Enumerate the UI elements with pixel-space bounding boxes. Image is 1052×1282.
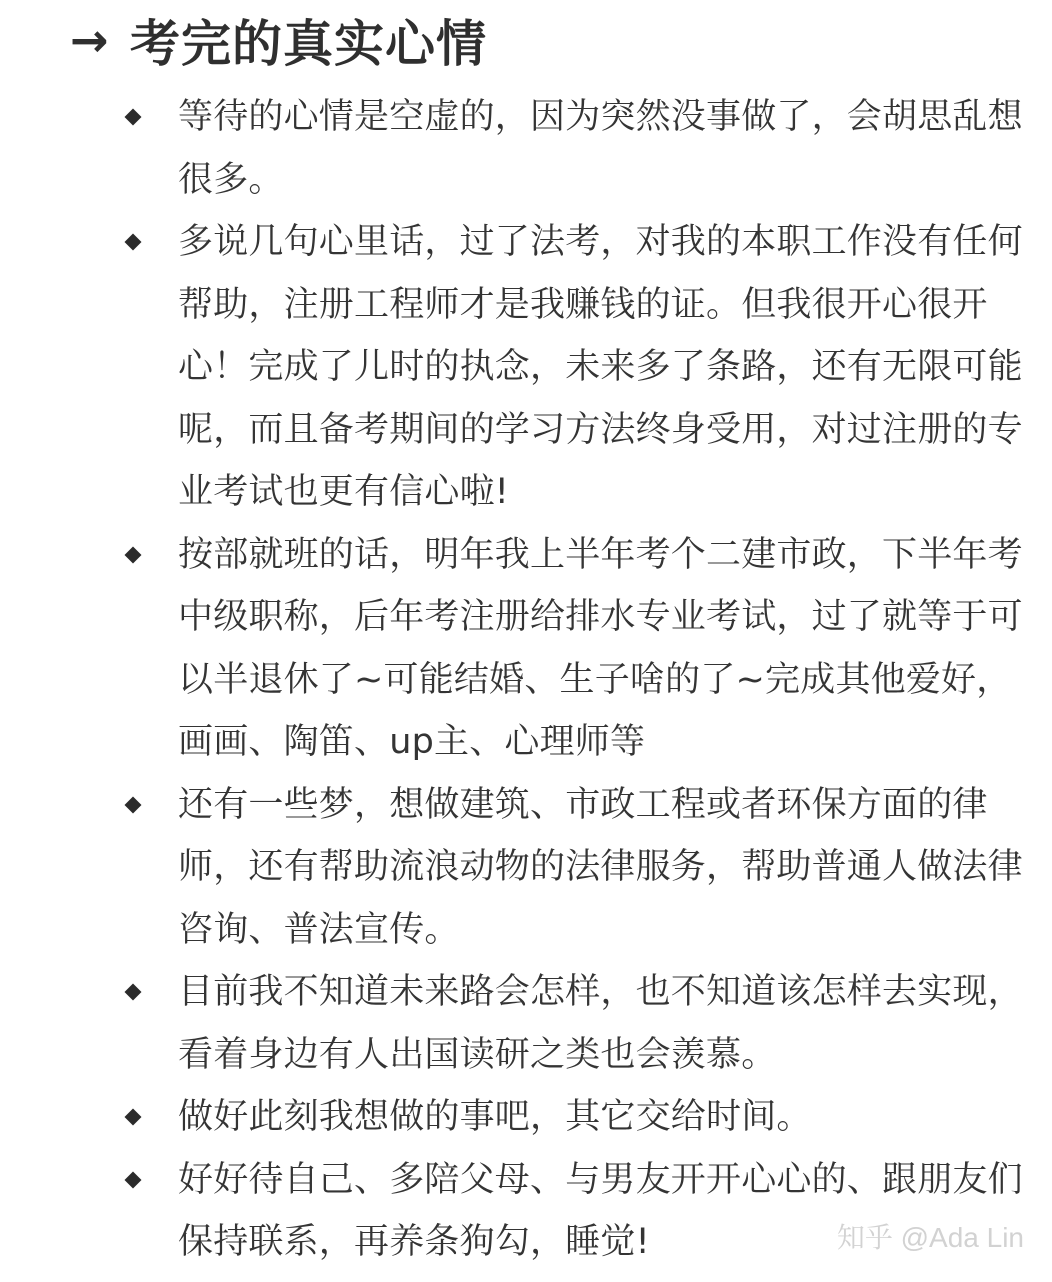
list-item-text: 等待的心情是空虚的，因为突然没事做了，会胡思乱想很多。 [178,97,1023,200]
list-item-text: 目前我不知道未来路会怎样，也不知道该怎样去实现，看着身边有人出国读研之类也会羡慕。 [178,972,1023,1075]
list-item [118,86,1023,211]
zhihu-watermark: 知乎 @Ada Lin [836,1222,1024,1253]
list-item [118,774,1023,962]
list-item-text: 还有一些梦，想做建筑、市政工程或者环保方面的律师，还有帮助流浪动物的法律服务，帮助普通人做法律咨询、普法宣传。 [178,784,1023,950]
list-item-text: 做好此刻我想做的事吧，其它交给时间。 [178,1097,812,1137]
section-heading [70,0,487,80]
section-title: 考完的真实心情 [130,15,487,73]
list-item-text: 好好待自己、多陪父母、与男友开开心心的、跟朋友们保持联系，再养条狗勾，睡觉! [178,1159,1023,1262]
list-item-text: 多说几句心里话，过了法考，对我的本职工作没有任何帮助，注册工程师才是我赚钱的证。但我很开心很开心！完成了儿时的执念，未来多了条路，还有无限可能呢，而且备考期间的学习方法终身受用，对过注册的专业考试也更有信心啦! [178,222,1023,512]
bullet-list [118,86,1023,1274]
diamond-bullet-icon [122,524,144,587]
diamond-bullet-icon [122,1149,144,1212]
diamond-bullet-icon [122,211,144,274]
list-item [118,961,1023,1086]
list-item [118,524,1023,774]
list-item [118,211,1023,524]
list-item-text: 按部就班的话，明年我上半年考个二建市政，下半年考中级职称，后年考注册给排水专业考试，过了就等于可以半退休了~可能结婚、生子啥的了~完成其他爱好，画画、陶笛、up主、心理师等 [178,534,1023,762]
diamond-bullet-icon [122,774,144,837]
diamond-bullet-icon [122,1086,144,1149]
list-item [118,1086,1023,1149]
diamond-bullet-icon [122,961,144,1024]
arrow-right-icon: → [70,13,110,67]
diamond-bullet-icon [122,86,144,149]
